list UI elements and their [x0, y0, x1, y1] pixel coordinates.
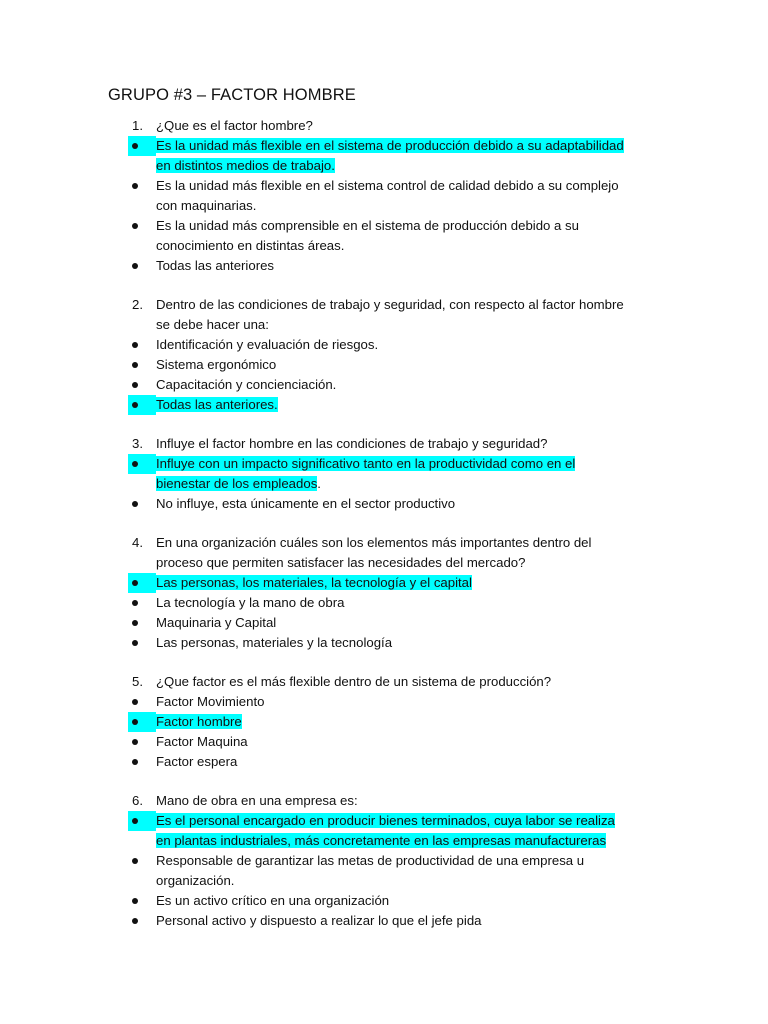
- option-text: [156, 236, 344, 256]
- question-text: ¿Que factor es el más flexible dentro de un sistema de producción?: [156, 674, 552, 689]
- bullet-icon: [132, 759, 138, 765]
- answer-option: [0, 494, 768, 514]
- option-line: [0, 633, 768, 653]
- option-text-run: La tecnología y la mano de obra: [156, 595, 345, 610]
- option-text-run: Es la unidad más flexible en el sistema control de calidad debido a su complejo: [156, 178, 619, 193]
- question-number: 1.: [132, 118, 143, 133]
- option-text: [156, 395, 278, 415]
- question-number: 4.: [132, 535, 143, 550]
- bullet-icon: [132, 461, 138, 467]
- bullet-icon: [132, 223, 138, 229]
- question-block: [0, 672, 768, 772]
- answer-option: [0, 355, 768, 375]
- answer-option: [0, 375, 768, 395]
- option-line: [0, 752, 768, 772]
- option-line: [0, 811, 768, 831]
- question-text: se debe hacer una:: [156, 317, 269, 332]
- document-title: GRUPO #3 – FACTOR HOMBRE: [108, 86, 356, 104]
- option-text-run: Maquinaria y Capital: [156, 615, 277, 630]
- option-line: [0, 692, 768, 712]
- bullet-icon: [132, 402, 138, 408]
- option-text-run: Responsable de garantizar las metas de productividad de una empresa u: [156, 853, 585, 868]
- option-text: [156, 256, 274, 276]
- option-line: [0, 454, 768, 474]
- question-line: [0, 672, 768, 692]
- option-line: [0, 355, 768, 375]
- question-line: [0, 315, 768, 335]
- question-text: ¿Que es el factor hombre?: [156, 118, 313, 133]
- option-text-run: bienestar de los empleados: [156, 476, 318, 491]
- answer-option: [0, 613, 768, 633]
- question-block: [0, 116, 768, 276]
- option-text: [156, 355, 276, 375]
- option-line: [0, 494, 768, 514]
- bullet-icon: [132, 382, 138, 388]
- option-text: [156, 692, 264, 712]
- question-text: Mano de obra en una empresa es:: [156, 793, 358, 808]
- answer-option: [0, 256, 768, 276]
- option-line: [0, 851, 768, 871]
- option-text-run: Es un activo crítico en una organización: [156, 893, 390, 908]
- option-text-run: Identificación y evaluación de riesgos.: [156, 337, 379, 352]
- question-line: [0, 791, 768, 811]
- option-line: [0, 911, 768, 931]
- option-text: [156, 593, 344, 613]
- question-line: [0, 295, 768, 315]
- answer-option: [0, 851, 768, 891]
- option-text: [156, 891, 389, 911]
- question-number: 3.: [132, 436, 143, 451]
- question-spacer: [0, 514, 768, 533]
- option-line: [0, 395, 768, 415]
- question-line: [0, 553, 768, 573]
- option-text: [156, 712, 242, 732]
- option-text-run: Sistema ergonómico: [156, 357, 277, 372]
- option-text-run: Personal activo y dispuesto a realizar lo que el jefe pida: [156, 913, 482, 928]
- question-line: [0, 533, 768, 553]
- answer-option: [0, 216, 768, 256]
- question-spacer: [0, 772, 768, 791]
- option-text-run: Todas las anteriores: [156, 258, 275, 273]
- option-text-run: conocimiento en distintas áreas.: [156, 238, 345, 253]
- bullet-icon: [132, 898, 138, 904]
- option-text-run: en plantas industriales, más concretamente en las empresas manufactureras: [156, 833, 607, 848]
- answer-option: [0, 712, 768, 732]
- option-text: [156, 156, 335, 176]
- question-number: 5.: [132, 674, 143, 689]
- option-text-run: No influye, esta únicamente en el sector productivo: [156, 496, 456, 511]
- option-text-run: Factor Maquina: [156, 734, 248, 749]
- option-text: [156, 613, 276, 633]
- option-line: [0, 136, 768, 156]
- bullet-icon: [132, 620, 138, 626]
- option-line: [0, 216, 768, 236]
- question-text: Dentro de las condiciones de trabajo y seguridad, con respecto al factor hombre: [156, 297, 624, 312]
- option-text-run: Las personas, los materiales, la tecnología y el capital: [156, 575, 472, 590]
- question-spacer: [0, 415, 768, 434]
- option-text: [156, 474, 321, 494]
- question-number: 2.: [132, 297, 143, 312]
- answer-option: [0, 335, 768, 355]
- option-text-run: Es el personal encargado en producir bienes terminados, cuya labor se realiza: [156, 813, 615, 828]
- option-line: [0, 891, 768, 911]
- question-line: [0, 116, 768, 136]
- answer-option: [0, 692, 768, 712]
- question-block: [0, 533, 768, 653]
- option-text-run: Es la unidad más comprensible en el sistema de producción debido a su: [156, 218, 579, 233]
- option-trailing: .: [317, 476, 321, 491]
- bullet-icon: [132, 858, 138, 864]
- option-text: [156, 732, 248, 752]
- bullet-icon: [132, 362, 138, 368]
- question-spacer: [0, 276, 768, 295]
- option-text: [156, 454, 575, 474]
- option-text: [156, 831, 606, 851]
- bullet-icon: [132, 719, 138, 725]
- bullet-icon: [132, 640, 138, 646]
- option-line: [0, 474, 768, 494]
- bullet-icon: [132, 342, 138, 348]
- option-text: [156, 752, 237, 772]
- option-text: [156, 633, 392, 653]
- question-number: 6.: [132, 793, 143, 808]
- bullet-icon: [132, 580, 138, 586]
- option-text-run: Factor Movimiento: [156, 694, 265, 709]
- question-spacer: [0, 653, 768, 672]
- option-text: [156, 811, 615, 831]
- option-text: [156, 494, 455, 514]
- option-text-run: Las personas, materiales y la tecnología: [156, 635, 393, 650]
- option-text-run: Factor espera: [156, 754, 238, 769]
- option-text: [156, 176, 619, 196]
- option-line: [0, 871, 768, 891]
- option-line: [0, 831, 768, 851]
- bullet-icon: [132, 183, 138, 189]
- option-text: [156, 573, 472, 593]
- answer-option: [0, 395, 768, 415]
- question-line: [0, 434, 768, 454]
- question-list: [0, 116, 768, 931]
- option-line: [0, 375, 768, 395]
- option-line: [0, 256, 768, 276]
- option-line: [0, 335, 768, 355]
- option-text-run: Capacitación y concienciación.: [156, 377, 337, 392]
- answer-option: [0, 454, 768, 494]
- answer-option: [0, 732, 768, 752]
- option-line: [0, 176, 768, 196]
- option-text-run: con maquinarias.: [156, 198, 257, 213]
- bullet-icon: [132, 739, 138, 745]
- option-line: [0, 236, 768, 256]
- option-line: [0, 732, 768, 752]
- option-text: [156, 335, 378, 355]
- answer-option: [0, 136, 768, 176]
- option-text: [156, 871, 234, 891]
- option-text-run: en distintos medios de trabajo.: [156, 158, 335, 173]
- option-line: [0, 613, 768, 633]
- option-line: [0, 196, 768, 216]
- option-line: [0, 712, 768, 732]
- option-text: [156, 196, 256, 216]
- answer-option: [0, 911, 768, 931]
- bullet-icon: [132, 918, 138, 924]
- option-line: [0, 156, 768, 176]
- option-text: [156, 911, 481, 931]
- bullet-icon: [132, 143, 138, 149]
- option-text-run: Es la unidad más flexible en el sistema de producción debido a su adaptabilidad: [156, 138, 624, 153]
- answer-option: [0, 573, 768, 593]
- bullet-icon: [132, 818, 138, 824]
- answer-option: [0, 593, 768, 613]
- question-text: proceso que permiten satisfacer las necesidades del mercado?: [156, 555, 526, 570]
- question-block: [0, 434, 768, 514]
- bullet-icon: [132, 699, 138, 705]
- option-line: [0, 573, 768, 593]
- option-text-run: organización.: [156, 873, 235, 888]
- answer-option: [0, 811, 768, 851]
- option-text-run: Factor hombre: [156, 714, 242, 729]
- question-text: Influye el factor hombre en las condiciones de trabajo y seguridad?: [156, 436, 548, 451]
- bullet-icon: [132, 501, 138, 507]
- answer-option: [0, 752, 768, 772]
- option-line: [0, 593, 768, 613]
- bullet-icon: [132, 600, 138, 606]
- option-text-run: Influye con un impacto significativo tanto en la productividad como en el: [156, 456, 576, 471]
- option-text: [156, 851, 584, 871]
- bullet-icon: [132, 263, 138, 269]
- option-text: [156, 375, 336, 395]
- answer-option: [0, 176, 768, 216]
- question-block: [0, 295, 768, 415]
- answer-option: [0, 633, 768, 653]
- option-text-run: Todas las anteriores.: [156, 397, 278, 412]
- option-text: [156, 216, 579, 236]
- question-block: [0, 791, 768, 931]
- question-text: En una organización cuáles son los elementos más importantes dentro del: [156, 535, 592, 550]
- answer-option: [0, 891, 768, 911]
- option-text: [156, 136, 624, 156]
